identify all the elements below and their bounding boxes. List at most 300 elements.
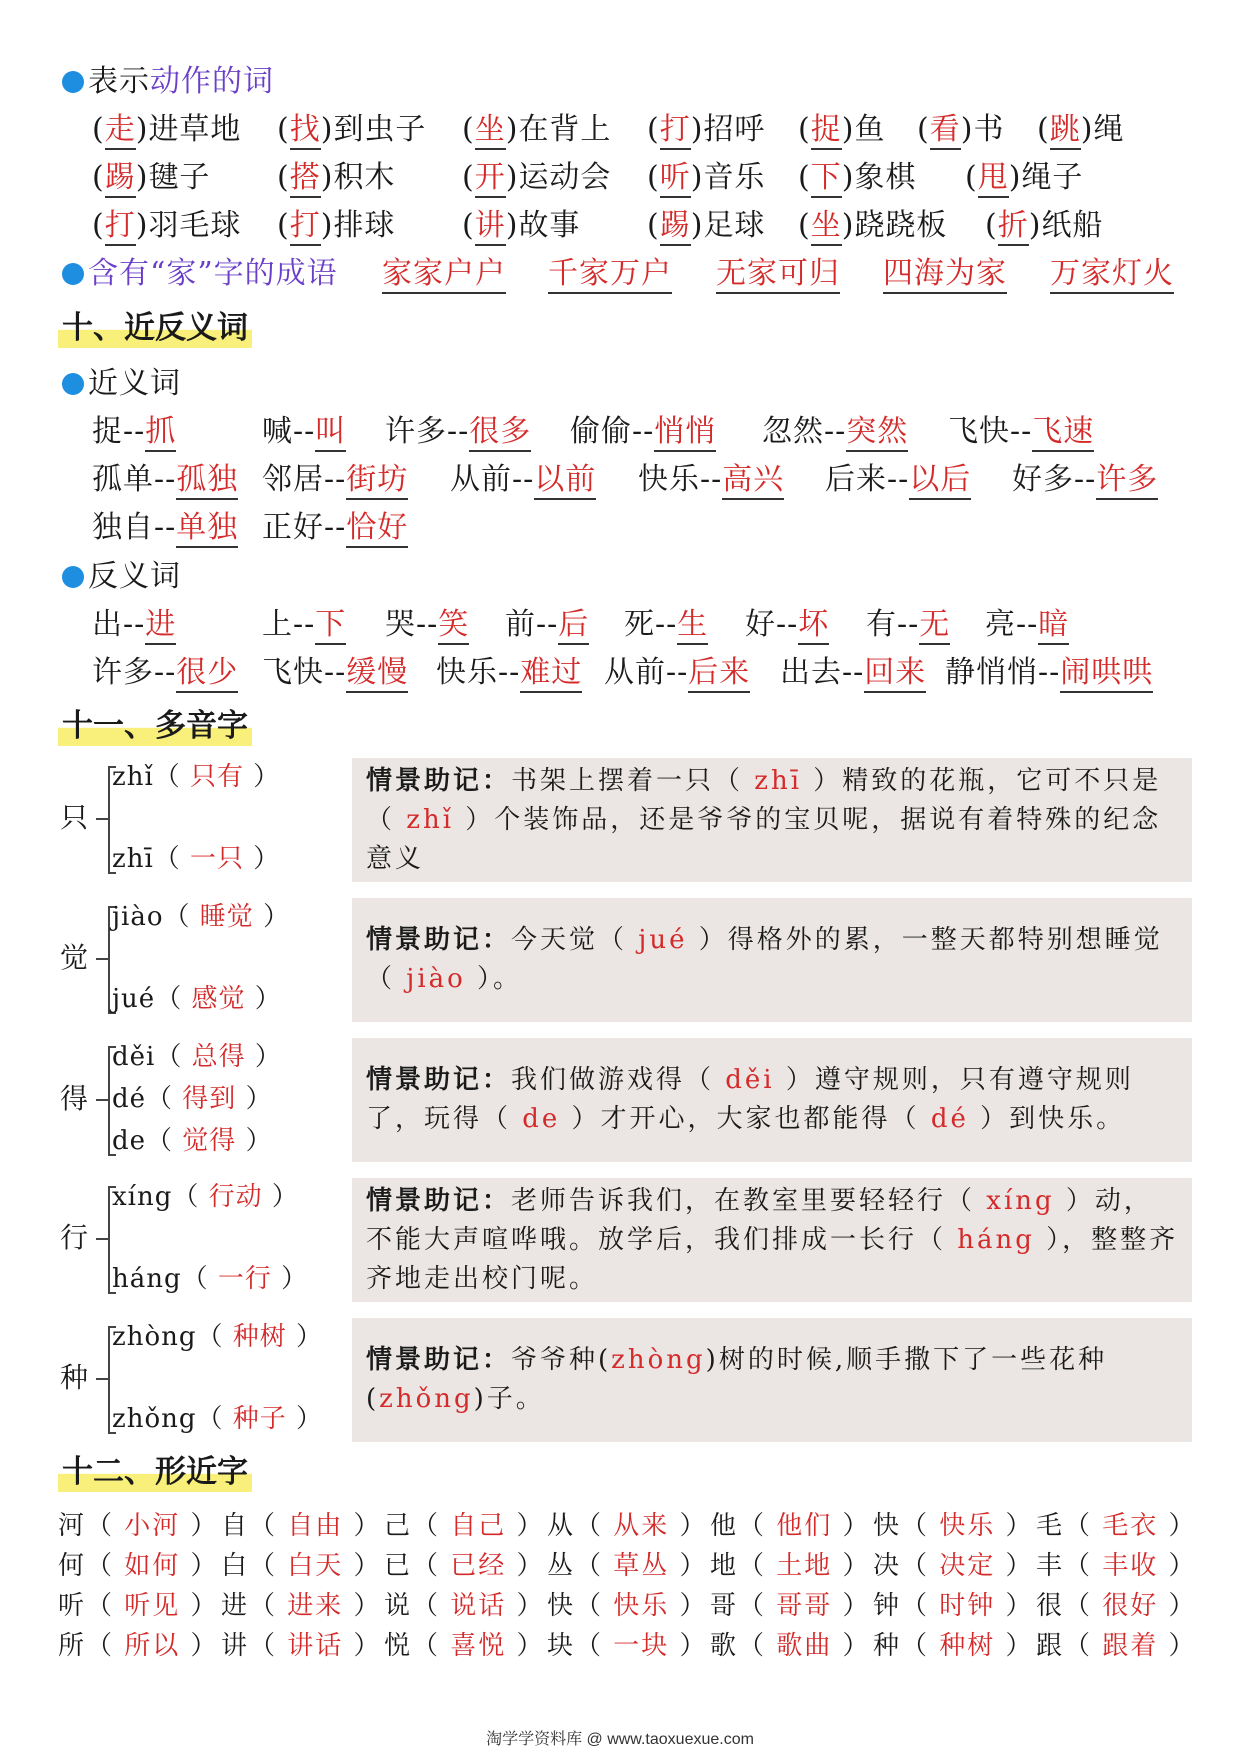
action-object: 故事 xyxy=(518,208,581,243)
similar-word: 时钟 xyxy=(939,1591,996,1621)
synonym-pair-word: 捉 xyxy=(92,414,123,449)
polyphone-character: 只 xyxy=(60,801,89,834)
hint-text: ）精致的花瓶，它可不只是（ xyxy=(366,765,1162,835)
synonym-pair-answer: 突然 xyxy=(846,414,908,452)
similar-char: 快 xyxy=(547,1591,576,1621)
similar-char: 决 xyxy=(873,1551,902,1581)
example-word: 只有 xyxy=(190,762,245,792)
hint-text: ）才开心，大家也都能得（ xyxy=(560,1104,931,1134)
synonym-pair-answer: 以后 xyxy=(909,462,971,500)
similar-char-pair: 毛（ 毛衣 ） xyxy=(1036,1511,1197,1541)
antonym-pair-word: 出 xyxy=(92,607,123,642)
antonym-pair-word: 前 xyxy=(505,607,536,642)
polyphone-character: 种 xyxy=(60,1361,89,1394)
synonym-pair-answer: 飞速 xyxy=(1032,414,1094,452)
similar-char-pair: 决（ 决定 ） xyxy=(873,1551,1034,1581)
antonym-pair: 前--后 xyxy=(505,605,589,645)
action-phrase: (打)排球 xyxy=(277,206,395,246)
hint-content xyxy=(366,1341,1180,1419)
similar-word: 白天 xyxy=(287,1551,344,1581)
pinyin-text: háng xyxy=(112,1264,182,1294)
action-phrase: (打)招呼 xyxy=(647,110,765,150)
action-phrase: (坐)跷跷板 xyxy=(798,206,947,246)
similar-word: 哥哥 xyxy=(776,1591,833,1621)
synonym-pair-word: 后来 xyxy=(825,462,887,497)
action-verb: 下 xyxy=(811,160,842,198)
synonym-pair-word: 邻居 xyxy=(262,462,324,497)
antonym-pair-answer: 坏 xyxy=(798,607,829,645)
hint-content xyxy=(366,1061,1180,1139)
brace-tick xyxy=(96,1238,108,1240)
similar-char-pair: 白（ 白天 ） xyxy=(221,1551,382,1581)
hint-text: ）个装饰品，还是爷爷的宝贝呢，据说有着特殊的纪念意义 xyxy=(366,804,1162,874)
action-object: 排球 xyxy=(333,208,396,243)
polyphone-character: 得 xyxy=(60,1082,89,1115)
polyphone-character: 觉 xyxy=(60,941,89,974)
idiom-text: 万家灯火 xyxy=(1050,256,1174,294)
idiom-item xyxy=(548,254,672,294)
antonym-pair: 飞快--缓慢 xyxy=(262,653,408,693)
similar-word: 讲话 xyxy=(287,1631,344,1661)
synonym-pair: 正好--恰好 xyxy=(262,508,408,548)
action-verb: 找 xyxy=(290,112,321,150)
similar-char-pair: 块（ 一块 ） xyxy=(547,1631,708,1661)
antonym-pair: 从前--后来 xyxy=(604,653,750,693)
synonym-pair: 从前--以前 xyxy=(450,460,596,500)
actions-title: 表示动作的词 xyxy=(88,64,274,99)
similar-word: 小河 xyxy=(124,1511,181,1541)
action-phrase: (甩)绳子 xyxy=(965,158,1083,198)
hint-content xyxy=(366,762,1180,879)
similar-word: 土地 xyxy=(776,1551,833,1581)
hint-label: 情景助记： xyxy=(366,1345,512,1375)
hint-pinyin: zhǒng xyxy=(379,1384,474,1414)
pinyin-text: děi xyxy=(112,1042,156,1072)
similar-char-pair: 丰（ 丰收 ） xyxy=(1036,1551,1197,1581)
similar-char: 种 xyxy=(873,1631,902,1661)
similar-word: 快乐 xyxy=(939,1511,996,1541)
similar-char: 跟 xyxy=(1036,1631,1065,1661)
action-phrase: (坐)在背上 xyxy=(462,110,611,150)
hint-pinyin: zhǐ xyxy=(406,804,455,835)
similar-char-pair: 己（ 自己 ） xyxy=(384,1511,545,1541)
similar-char: 毛 xyxy=(1036,1511,1065,1541)
antonym-pair-word: 上 xyxy=(262,607,293,642)
synonym-pair: 独自--单独 xyxy=(92,508,238,548)
similar-char-pair: 歌（ 歌曲 ） xyxy=(710,1631,871,1661)
antonym-pair-word: 死 xyxy=(624,607,655,642)
hint-pinyin: háng xyxy=(957,1224,1035,1255)
pinyin-text: zhǒng xyxy=(112,1404,197,1434)
action-phrase: (折)纸船 xyxy=(985,206,1103,246)
synonyms-title: 近义词 xyxy=(88,366,181,401)
hint-pinyin: zhòng xyxy=(611,1345,706,1375)
similar-char: 哥 xyxy=(710,1591,739,1621)
pinyin-reading: jiào（ 睡觉 ） xyxy=(112,902,291,932)
similar-word: 种树 xyxy=(939,1631,996,1661)
similar-word: 快乐 xyxy=(613,1591,670,1621)
antonym-pair: 许多--很少 xyxy=(92,653,238,693)
pinyin-reading: zhī（ 一只 ） xyxy=(112,844,281,874)
action-verb: 折 xyxy=(998,208,1029,246)
similar-word: 自己 xyxy=(450,1511,507,1541)
synonym-pair-answer: 以前 xyxy=(534,462,596,500)
hint-pinyin: jiào xyxy=(406,964,466,994)
memory-hint-box xyxy=(352,898,1192,1022)
hint-text: 书架上摆着一只（ xyxy=(511,765,755,796)
idiom-item xyxy=(1050,254,1174,294)
synonym-pair-answer: 许多 xyxy=(1096,462,1158,500)
synonym-pair-word: 许多 xyxy=(385,414,447,449)
section-10-heading: 十、近反义词 xyxy=(58,308,252,348)
example-word: 总得 xyxy=(191,1042,246,1072)
action-verb: 捉 xyxy=(811,112,842,150)
similar-word: 跟着 xyxy=(1102,1631,1159,1661)
similar-char-pair: 讲（ 讲话 ） xyxy=(221,1631,382,1661)
bullet-icon xyxy=(62,71,84,93)
action-verb: 走 xyxy=(105,112,136,150)
synonym-pair-answer: 很多 xyxy=(469,414,531,452)
pinyin-reading: dé（ 得到 ） xyxy=(112,1084,273,1114)
similar-word: 所以 xyxy=(124,1631,181,1661)
hint-text: 老师告诉我们，在教室里要轻轻行（ xyxy=(511,1185,987,1216)
antonym-pair-answer: 回来 xyxy=(864,655,926,693)
action-object: 纸船 xyxy=(1041,208,1104,243)
synonym-pair: 邻居--街坊 xyxy=(262,460,408,500)
synonym-pair-answer: 抓 xyxy=(145,414,176,452)
synonym-pair-word: 孤单 xyxy=(92,462,154,497)
synonym-pair-word: 喊 xyxy=(262,414,293,449)
synonym-pair-word: 飞快 xyxy=(948,414,1010,449)
action-phrase: (听)音乐 xyxy=(647,158,765,198)
similar-char: 讲 xyxy=(221,1631,250,1661)
synonym-pair: 忽然--突然 xyxy=(762,412,908,452)
similar-char-pair: 哥（ 哥哥 ） xyxy=(710,1591,871,1621)
action-verb: 看 xyxy=(930,112,961,150)
brace-tick xyxy=(96,818,108,820)
similar-word: 一块 xyxy=(613,1631,670,1661)
memory-hint-box xyxy=(352,1318,1192,1442)
antonym-pair-word: 静悄悄 xyxy=(945,655,1038,690)
action-object: 在背上 xyxy=(518,112,612,147)
example-word: 一只 xyxy=(190,844,245,874)
hint-text: ）。 xyxy=(465,964,523,994)
action-phrase: (走)进草地 xyxy=(92,110,241,150)
similar-word: 很好 xyxy=(1102,1591,1159,1621)
action-verb: 打 xyxy=(290,208,321,246)
example-word: 一行 xyxy=(217,1264,272,1294)
synonym-pair-word: 从前 xyxy=(450,462,512,497)
hint-pinyin: zhī xyxy=(754,765,803,796)
action-verb: 打 xyxy=(660,112,691,150)
idiom-item xyxy=(716,254,840,294)
action-phrase: (找)到虫子 xyxy=(277,110,426,150)
synonym-pair-answer: 街坊 xyxy=(346,462,408,500)
antonym-pair-word: 好 xyxy=(745,607,776,642)
antonym-pair-answer: 生 xyxy=(677,607,708,645)
bullet-icon xyxy=(62,263,84,285)
similar-char: 丛 xyxy=(547,1551,576,1581)
antonym-pair: 哭--笑 xyxy=(385,605,469,645)
action-phrase: (开)运动会 xyxy=(462,158,611,198)
action-object: 象棋 xyxy=(854,160,917,195)
synonym-pair: 偷偷--悄悄 xyxy=(570,412,716,452)
similar-char-pair: 跟（ 跟着 ） xyxy=(1036,1631,1197,1661)
similar-char: 何 xyxy=(58,1551,87,1581)
antonym-pair: 静悄悄--闹哄哄 xyxy=(945,653,1153,693)
similar-char: 很 xyxy=(1036,1591,1065,1621)
similar-char-pair: 河（ 小河 ） xyxy=(58,1511,219,1541)
similar-char-pair: 悦（ 喜悦 ） xyxy=(384,1631,545,1661)
action-phrase: (打)羽毛球 xyxy=(92,206,241,246)
similar-char-pair: 何（ 如何 ） xyxy=(58,1551,219,1581)
action-object: 羽毛球 xyxy=(148,208,242,243)
similar-char: 地 xyxy=(710,1551,739,1581)
action-phrase: (看)书 xyxy=(917,110,1004,150)
similar-word: 歌曲 xyxy=(776,1631,833,1661)
action-object: 毽子 xyxy=(148,160,211,195)
similar-char-pair: 钟（ 时钟 ） xyxy=(873,1591,1034,1621)
antonym-pair-answer: 暗 xyxy=(1038,607,1069,645)
hint-text: ）遵守规则，只有遵守规则了，玩得（ xyxy=(366,1065,1134,1134)
similar-char: 说 xyxy=(384,1591,413,1621)
bullet-icon xyxy=(62,566,84,588)
hint-label: 情景助记： xyxy=(366,1065,512,1095)
idiom-text: 四海为家 xyxy=(883,256,1007,294)
action-phrase: (踢)毽子 xyxy=(92,158,210,198)
similar-char: 块 xyxy=(547,1631,576,1661)
hint-text: ）得格外的累，一整天都特别想睡觉（ xyxy=(366,925,1163,994)
example-word: 睡觉 xyxy=(199,902,254,932)
idiom-text: 无家可归 xyxy=(716,256,840,294)
synonym-pair-word: 独自 xyxy=(92,510,154,545)
action-verb: 搭 xyxy=(290,160,321,198)
action-phrase: (下)象棋 xyxy=(798,158,916,198)
pinyin-text: de xyxy=(112,1126,147,1156)
hint-label: 情景助记： xyxy=(366,925,512,955)
similar-char: 己 xyxy=(384,1511,413,1541)
similar-char-pair: 自（ 自由 ） xyxy=(221,1511,382,1541)
brace-tick xyxy=(96,1378,108,1380)
similar-char-pair: 他（ 他们 ） xyxy=(710,1511,871,1541)
hint-text: )子。 xyxy=(473,1384,545,1414)
similar-char: 进 xyxy=(221,1591,250,1621)
idiom-text: 千家万户 xyxy=(548,256,672,294)
example-word: 种树 xyxy=(232,1322,287,1352)
hint-text: ），整整齐齐地走出校门呢。 xyxy=(366,1224,1179,1294)
idiom-text: 家家户户 xyxy=(382,256,506,294)
action-object: 进草地 xyxy=(148,112,242,147)
antonym-pair: 上--下 xyxy=(262,605,346,645)
antonym-pair: 好--坏 xyxy=(745,605,829,645)
similar-word: 已经 xyxy=(450,1551,507,1581)
pinyin-text: zhòng xyxy=(112,1322,197,1352)
memory-hint-box xyxy=(352,1178,1192,1302)
footer-text: 淘学学资料库 @ www.taoxuexue.com xyxy=(486,1731,754,1748)
pinyin-text: zhǐ xyxy=(112,762,154,792)
action-object: 音乐 xyxy=(703,160,766,195)
similar-char: 白 xyxy=(221,1551,250,1581)
action-object: 运动会 xyxy=(518,160,612,195)
action-object: 足球 xyxy=(703,208,766,243)
action-verb: 坐 xyxy=(811,208,842,246)
similar-word: 草丛 xyxy=(613,1551,670,1581)
similar-word: 如何 xyxy=(124,1551,181,1581)
synonym-pair-word: 快乐 xyxy=(638,462,700,497)
action-object: 到虫子 xyxy=(333,112,427,147)
synonym-pair: 喊--叫 xyxy=(262,412,346,452)
idioms-title: 含有“家”字的成语 xyxy=(88,256,338,291)
antonym-pair: 出--进 xyxy=(92,605,176,645)
synonym-pair: 许多--很多 xyxy=(385,412,531,452)
antonym-pair-word: 有 xyxy=(866,607,897,642)
antonym-pair-word: 哭 xyxy=(385,607,416,642)
similar-char: 他 xyxy=(710,1511,739,1541)
similar-word: 丰收 xyxy=(1102,1551,1159,1581)
action-phrase: (踢)足球 xyxy=(647,206,765,246)
hint-pinyin: děi xyxy=(725,1065,775,1095)
action-object: 书 xyxy=(973,112,1005,147)
synonym-pair-answer: 孤独 xyxy=(176,462,238,500)
synonym-pair-word: 忽然 xyxy=(762,414,824,449)
synonym-pair-word: 正好 xyxy=(262,510,324,545)
antonym-pair: 快乐--难过 xyxy=(436,653,582,693)
action-verb: 踢 xyxy=(660,208,691,246)
antonym-pair-answer: 闹哄哄 xyxy=(1060,655,1153,693)
hint-text: )树的时候,顺手撒下了一些花种( xyxy=(366,1345,1108,1414)
pinyin-reading: zhǐ（ 只有 ） xyxy=(112,762,281,792)
antonym-pair-word: 快乐 xyxy=(436,655,498,690)
synonym-pair: 捉--抓 xyxy=(92,412,176,452)
action-phrase: (跳)绳 xyxy=(1037,110,1124,150)
example-word: 觉得 xyxy=(182,1126,237,1156)
pinyin-reading: jué（ 感觉 ） xyxy=(112,984,282,1014)
hint-pinyin: xíng xyxy=(986,1185,1055,1216)
antonym-pair-answer: 缓慢 xyxy=(346,655,408,693)
synonym-pair-answer: 高兴 xyxy=(722,462,784,500)
action-verb: 听 xyxy=(660,160,691,198)
example-word: 种子 xyxy=(232,1404,287,1434)
action-object: 跷跷板 xyxy=(854,208,948,243)
antonym-pair: 死--生 xyxy=(624,605,708,645)
action-phrase: (捉)鱼 xyxy=(798,110,885,150)
memory-hint-box xyxy=(352,758,1192,882)
idiom-item xyxy=(382,254,506,294)
similar-char-pair: 说（ 说话 ） xyxy=(384,1591,545,1621)
synonym-pair: 孤单--孤独 xyxy=(92,460,238,500)
similar-char: 歌 xyxy=(710,1631,739,1661)
pinyin-reading: děi（ 总得 ） xyxy=(112,1042,282,1072)
similar-char: 所 xyxy=(58,1631,87,1661)
action-object: 绳子 xyxy=(1021,160,1084,195)
hint-text: 今天觉（ xyxy=(511,925,639,955)
antonym-pair-answer: 后 xyxy=(558,607,589,645)
similar-char-pair: 所（ 所以 ） xyxy=(58,1631,219,1661)
similar-char: 钟 xyxy=(873,1591,902,1621)
similar-word: 决定 xyxy=(939,1551,996,1581)
pinyin-reading: háng（ 一行 ） xyxy=(112,1264,309,1294)
synonym-pair: 好多--许多 xyxy=(1012,460,1158,500)
action-verb: 踢 xyxy=(105,160,136,198)
action-object: 绳 xyxy=(1093,112,1125,147)
pinyin-reading: xíng（ 行动 ） xyxy=(112,1182,299,1212)
similar-word: 喜悦 xyxy=(450,1631,507,1661)
idiom-item xyxy=(883,254,1007,294)
antonyms-title: 反义词 xyxy=(88,559,181,594)
synonym-pair: 飞快--飞速 xyxy=(948,412,1094,452)
synonym-pair-answer: 单独 xyxy=(176,510,238,548)
antonym-pair: 有--无 xyxy=(866,605,950,645)
hint-text: ）动，不能大声喧哗哦。放学后，我们排成一长行（ xyxy=(366,1185,1153,1255)
similar-char: 快 xyxy=(873,1511,902,1541)
action-verb: 跳 xyxy=(1050,112,1081,150)
hint-content xyxy=(366,1182,1180,1299)
antonym-pair-word: 飞快 xyxy=(262,655,324,690)
similar-char-pair: 地（ 土地 ） xyxy=(710,1551,871,1581)
similar-char: 从 xyxy=(547,1511,576,1541)
similar-char-pair: 从（ 从来 ） xyxy=(547,1511,708,1541)
pinyin-reading: zhǒng（ 种子 ） xyxy=(112,1404,324,1434)
action-object: 积木 xyxy=(333,160,396,195)
action-verb: 开 xyxy=(475,160,506,198)
hint-pinyin: jué xyxy=(638,925,688,955)
similar-char-pair: 很（ 很好 ） xyxy=(1036,1591,1197,1621)
synonym-pair-answer: 悄悄 xyxy=(654,414,716,452)
similar-char: 丰 xyxy=(1036,1551,1065,1581)
hint-text: 爷爷种( xyxy=(511,1345,612,1375)
action-phrase: (搭)积木 xyxy=(277,158,395,198)
similar-word: 他们 xyxy=(776,1511,833,1541)
synonym-pair-word: 偷偷 xyxy=(570,414,632,449)
polyphone-character: 行 xyxy=(60,1221,89,1254)
antonym-pair-word: 出去 xyxy=(780,655,842,690)
similar-char-pair: 进（ 进来 ） xyxy=(221,1591,382,1621)
similar-word: 从来 xyxy=(613,1511,670,1541)
pinyin-reading: zhòng（ 种树 ） xyxy=(112,1322,324,1352)
similar-char-pair: 快（ 快乐 ） xyxy=(547,1591,708,1621)
antonym-pair: 出去--回来 xyxy=(780,653,926,693)
antonym-pair-answer: 无 xyxy=(919,607,950,645)
similar-char-pair: 种（ 种树 ） xyxy=(873,1631,1034,1661)
antonym-pair-answer: 下 xyxy=(315,607,346,645)
antonym-pair: 亮--暗 xyxy=(985,605,1069,645)
hint-text: ）到快乐。 xyxy=(968,1104,1126,1134)
similar-char: 听 xyxy=(58,1591,87,1621)
action-verb: 打 xyxy=(105,208,136,246)
similar-char: 已 xyxy=(384,1551,413,1581)
synonym-pair-word: 好多 xyxy=(1012,462,1074,497)
similar-word: 说话 xyxy=(450,1591,507,1621)
hint-label: 情景助记： xyxy=(366,1185,512,1216)
antonym-pair-word: 许多 xyxy=(92,655,154,690)
similar-word: 自由 xyxy=(287,1511,344,1541)
synonym-pair: 后来--以后 xyxy=(825,460,971,500)
pinyin-text: jué xyxy=(112,984,156,1014)
similar-word: 进来 xyxy=(287,1591,344,1621)
brace-tick xyxy=(96,958,108,960)
action-verb: 甩 xyxy=(978,160,1009,198)
action-phrase: (讲)故事 xyxy=(462,206,580,246)
pinyin-reading: de（ 觉得 ） xyxy=(112,1126,273,1156)
bullet-icon xyxy=(62,373,84,395)
antonym-pair-word: 从前 xyxy=(604,655,666,690)
antonym-pair-answer: 后来 xyxy=(688,655,750,693)
example-word: 感觉 xyxy=(191,984,246,1014)
action-verb: 讲 xyxy=(475,208,506,246)
example-word: 行动 xyxy=(208,1182,263,1212)
section-12-heading: 十二、形近字 xyxy=(58,1452,252,1492)
brace-tick xyxy=(96,1099,108,1101)
